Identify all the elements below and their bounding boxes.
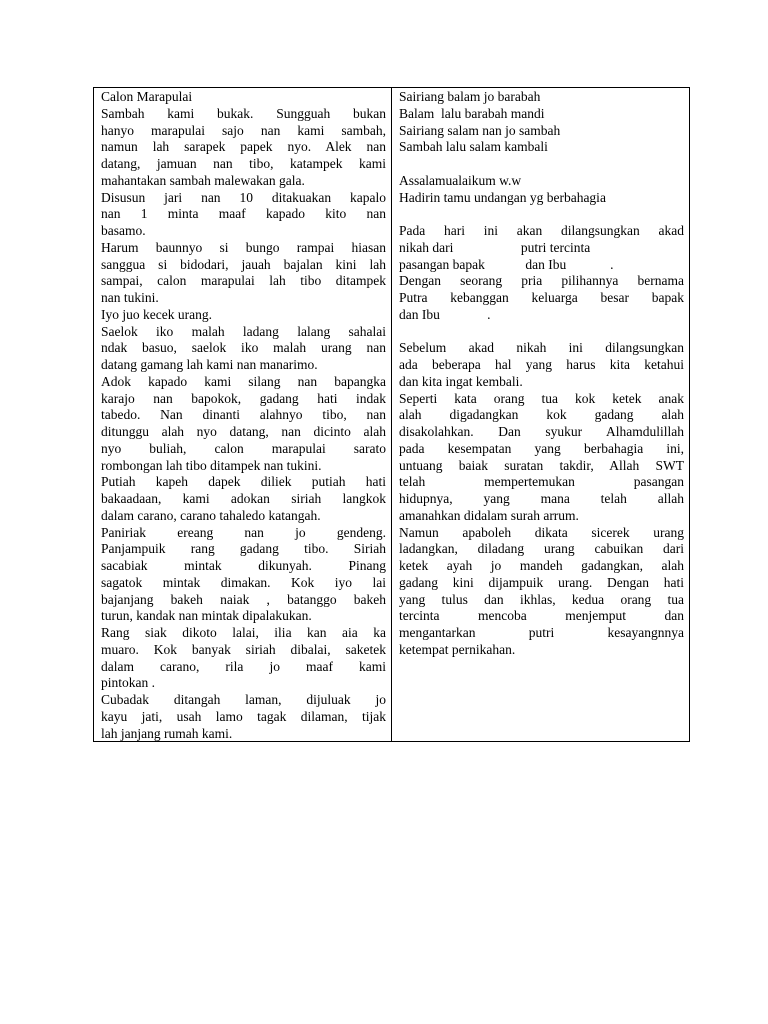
left-column-line: namun lah sarapek papek nyo. Alek nan [101, 139, 386, 155]
right-column-line: Putra kebanggan keluarga besar bapak [399, 290, 684, 305]
left-column-line: bakaadaan, kami adokan siriah langkok [101, 491, 386, 506]
right-column-line: untuang baiak suratan takdir, Allah SWT [399, 457, 684, 473]
right-column-line: Balam lalu barabah mandi [399, 105, 545, 121]
right-column-line: pada kesempatan yang berbahagia ini, [399, 440, 684, 456]
left-column-line: ditunggu alah nyo datang, nan dicinto alah [101, 424, 386, 439]
right-column-line: Sambah lalu salam kambali [399, 139, 548, 155]
right-column-line: ladangkan, diladang urang cabuikan dari [399, 541, 684, 557]
left-column-line: Adok kapado kami silang nan bapangka [101, 373, 386, 389]
right-column-line: ketek ayah jo mandeh gadangkan, alah [399, 558, 684, 573]
document-table [93, 87, 690, 742]
right-column-line: ada beberapa hal yang harus kita ketahui [399, 357, 684, 372]
left-column-line: Sambah kami bukak. Sungguah bukan [101, 105, 386, 121]
right-column-line: dan kita ingat kembali. [399, 373, 523, 389]
left-column-line: turun, kandak nan mintak dipalakukan. [101, 608, 312, 624]
right-column-line: Sairiang balam jo barabah [399, 89, 541, 104]
left-column-line: basamo. [101, 223, 146, 238]
left-column-line: Calon Marapulai [101, 89, 193, 104]
left-column-line: muaro. Kok banyak siriah dibalai, saketek [101, 641, 386, 657]
left-column-line: Disusun jari nan 10 ditakuakan kapalo [101, 189, 386, 205]
left-column-line: sagatok mintak dimakan. Kok iyo lai [101, 574, 386, 590]
left-column-line: Panjampuik rang gadang tibo. Siriah [101, 541, 386, 557]
right-column-line [399, 156, 684, 173]
left-column-line: Harum baunnyo si bungo rampai hiasan [101, 239, 386, 255]
right-column-line: Namun apaboleh dikata sicerek urang [399, 524, 684, 540]
right-column-line: Hadirin tamu undangan yg berbahagia [399, 189, 606, 205]
left-column-line: datang gamang lah kami nan manarimo. [101, 357, 318, 372]
left-column-line: pintokan . [101, 675, 155, 691]
right-column-line: Sairiang salam nan jo sambah [399, 122, 561, 138]
right-column-line [399, 324, 684, 341]
left-column-line: lah janjang rumah kami. [101, 725, 233, 741]
left-column-line: Rang siak dikoto lalai, ilia kan aia ka [101, 625, 386, 640]
right-column-pembukaan [392, 88, 689, 741]
left-column-line: ndak basuo, saelok iko malah urang nan [101, 340, 386, 356]
right-column-line [399, 206, 684, 223]
right-column-line: Seperti kata orang tua kok ketek anak [399, 390, 684, 406]
left-column-line: sanggua si bidodari, jauah bajalan kini lah [101, 256, 386, 272]
left-column-line: Iyo juo kecek urang. [101, 306, 212, 322]
right-column-line: alah digadangkan kok gadang alah [399, 407, 684, 423]
left-column-line: nan tukini. [101, 290, 159, 305]
right-column-line: nikah dari putri tercinta [399, 239, 591, 255]
left-column-line: nyo buliah, calon marapulai sarato [101, 440, 386, 456]
left-column-line: dalam carano, rila jo maaf kami [101, 658, 386, 674]
right-column-line: mengantarkan putri kesayangnnya [399, 625, 684, 640]
right-column-line: telah mempertemukan pasangan [399, 474, 684, 490]
right-column-line: Sebelum akad nikah ini dilangsungkan [399, 340, 684, 356]
left-column-line: nan 1 minta maaf kapado kito nan [101, 206, 386, 222]
left-column-line: sacabiak mintak dikunyah. Pinang [101, 558, 386, 573]
left-column-line: Putiah kapeh dapek diliek putiah hati [101, 474, 386, 490]
right-column-line: hidupnya, yang mana telah allah [399, 491, 684, 506]
left-column-line: dalam carano, carano tahaledo katangah. [101, 507, 321, 523]
left-column-line: sampai, calon marapulai lah tibo ditampek [101, 273, 386, 289]
left-column-line: Cubadak ditangah laman, dijuluak jo [101, 692, 386, 707]
left-column-line: bajanjang bakeh naiak , batanggo bakeh [101, 591, 386, 607]
right-column-line: tercinta mencoba menjemput dan [399, 608, 684, 624]
left-column-line: Saelok iko malah ladang lalang sahalai [101, 323, 386, 339]
right-column-line: pasangan bapak dan Ibu . [399, 256, 614, 272]
right-column-line: dan Ibu . [399, 306, 491, 322]
right-column-line: ketempat pernikahan. [399, 641, 516, 657]
left-column-line: karajo nan bapokok, gadang hati indak [101, 390, 386, 406]
right-column-line: yang tulus dan ikhlas, kedua orang tua [399, 591, 684, 607]
right-column-line: gadang kini dijampuik urang. Dengan hati [399, 574, 684, 590]
left-column-line: datang, jamuan nan tibo, katampek kami [101, 156, 386, 171]
left-column-calon-marapulai [94, 88, 392, 741]
right-column-line: Assalamualaikum w.w [399, 172, 522, 188]
left-column-line: rombongan lah tibo ditampek nan tukini. [101, 457, 322, 473]
right-column-line: disakolahkan. Dan syukur Alhamdulillah [399, 424, 684, 439]
right-column-line: amanahkan didalam surah arrum. [399, 507, 579, 523]
right-column-line: Dengan seorang pria pilihannya bernama [399, 273, 684, 289]
left-column-line: hanyo marapulai sajo nan kami sambah, [101, 122, 386, 138]
left-column-line: tabedo. Nan dinanti alahnyo tibo, nan [101, 407, 386, 423]
right-column-line: Pada hari ini akan dilangsungkan akad [399, 223, 684, 238]
left-column-line: kayu jati, usah lamo tagak dilaman, tijak [101, 708, 386, 724]
left-column-line: mahantakan sambah malewakan gala. [101, 172, 305, 188]
left-column-line: Paniriak ereang nan jo gendeng. [101, 524, 386, 540]
